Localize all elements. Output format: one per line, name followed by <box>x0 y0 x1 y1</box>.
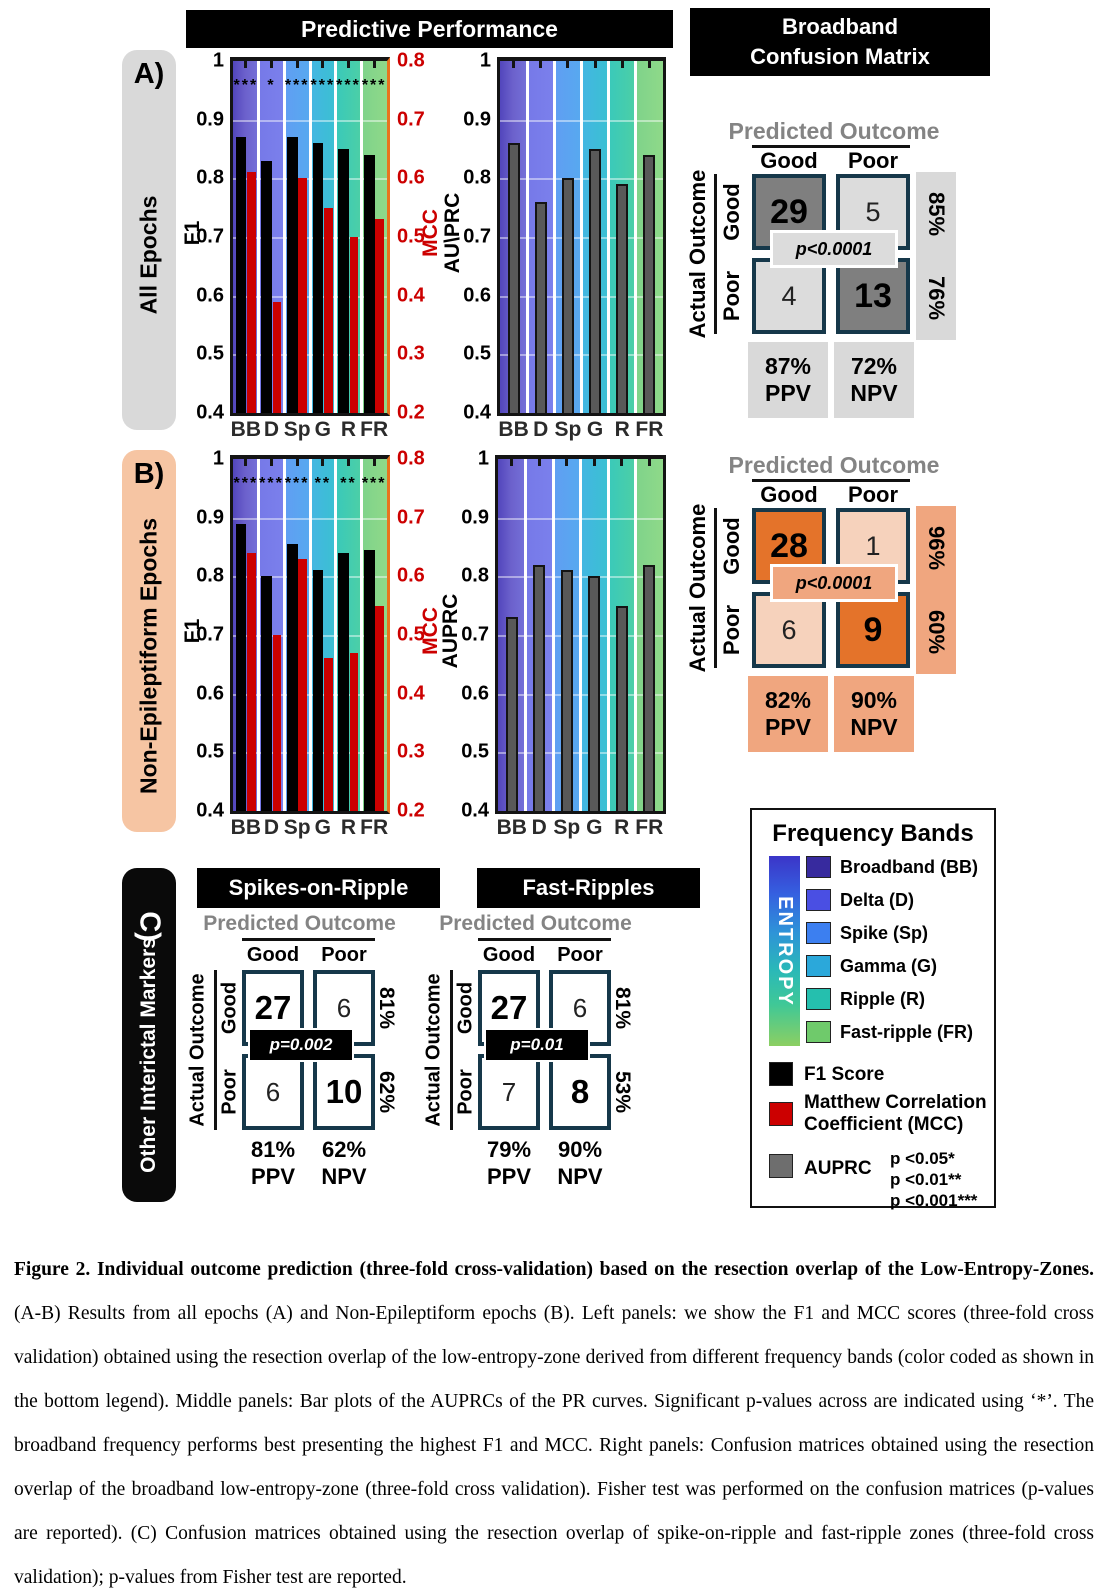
bar-f1-sp <box>287 137 298 413</box>
cell-false-positive: 6 <box>752 592 826 668</box>
confusion-matrix-spikes-on-ripple <box>186 908 407 1200</box>
npv: 62% NPV <box>321 1137 367 1189</box>
gridline <box>500 354 663 356</box>
cell-true-positive: 27 <box>242 970 304 1046</box>
y-tick-label: 1 <box>212 49 224 72</box>
y-tick-label-right: 0.2 <box>397 401 425 424</box>
y-tick-label: 0.8 <box>196 564 224 587</box>
y-tick-label: 0.9 <box>461 506 489 529</box>
significance-stars: *** <box>284 474 310 492</box>
y-tick-label: 0.6 <box>461 682 489 705</box>
legend-title: Frequency Bands <box>772 820 974 847</box>
confusion-matrix-broadband <box>685 118 980 418</box>
actual-outcome-underline <box>450 970 453 1130</box>
bar-auprc-g <box>588 576 600 811</box>
actual-outcome-label: Actual Outcome <box>685 169 710 339</box>
figure-caption <box>14 1248 1094 1589</box>
gamma-label: Gamma (G) <box>840 956 938 976</box>
predicted-outcome-label: Predicted Outcome <box>728 452 940 478</box>
y-tick-label: 1 <box>212 447 224 470</box>
p-value-badge: p<0.0001 <box>770 564 898 602</box>
bar-f1-g <box>313 570 324 811</box>
bar-f1-r <box>338 553 349 811</box>
y-tick-label: 0.4 <box>463 401 491 424</box>
axis-tick <box>270 459 273 466</box>
column-header-poor: Poor <box>847 482 899 507</box>
y-tick-label: 0.7 <box>463 225 491 248</box>
x-tick-label: D <box>263 816 280 839</box>
y-tick-label: 0.5 <box>463 342 491 365</box>
y-tick-label: 0.6 <box>196 284 224 307</box>
x-tick-label: BB <box>498 418 529 441</box>
significance-stars: *** <box>233 474 259 492</box>
gridline <box>498 694 663 696</box>
y-tick-label-right: 0.8 <box>397 49 425 72</box>
y-tick-label-right: 0.7 <box>397 108 425 131</box>
bar-f1-fr <box>364 550 375 811</box>
significance-stars: ** <box>340 474 357 492</box>
y-tick-label: 0.9 <box>463 108 491 131</box>
x-tick-label: G <box>586 418 604 441</box>
x-tick-label: R <box>614 418 630 441</box>
x-tick-label: Sp <box>283 418 311 441</box>
x-tick-label: D <box>263 418 280 441</box>
bar-mcc-sp <box>298 559 307 811</box>
axis-tick <box>539 61 542 68</box>
column-header-good: Good <box>760 482 818 507</box>
bar-mcc-fr <box>375 219 384 413</box>
significance-stars: *** <box>361 474 387 492</box>
column-header-poor: Poor <box>557 944 603 966</box>
axis-tick <box>593 459 596 466</box>
y-tick-label: 0.4 <box>196 401 224 424</box>
y-axis-label-mcc-a: MCC <box>419 209 442 257</box>
row2-accuracy-badge: 76% <box>916 256 956 340</box>
column-header-poor: Poor <box>321 944 367 966</box>
gridline <box>500 296 663 298</box>
axis-tick <box>321 459 324 466</box>
axis-tick <box>648 459 651 466</box>
significance-stars: *** <box>361 76 387 94</box>
auprc-label: AUPRC <box>804 1158 872 1179</box>
column-header-good: Good <box>246 944 300 966</box>
row2-accuracy-badge: 60% <box>916 590 956 674</box>
fast-ripple-label: Fast-ripple (FR) <box>840 1022 973 1042</box>
y-tick-label: 0.8 <box>196 166 224 189</box>
panel-a-strip <box>122 50 176 430</box>
row-header-good: Good <box>719 183 744 241</box>
x-tick-label: R <box>340 816 357 839</box>
gridline <box>500 237 663 239</box>
y-tick-label: 0.6 <box>196 682 224 705</box>
x-tick-label: FR <box>635 816 664 839</box>
bar-mcc-fr <box>375 606 384 811</box>
cell-false-positive: 6 <box>242 1054 304 1130</box>
y-tick-label: 0.5 <box>461 740 489 763</box>
panel-b-strip <box>122 450 176 832</box>
fast-ripple-swatch <box>806 1021 831 1043</box>
gridline <box>498 635 663 637</box>
y-tick-label: 0.7 <box>196 623 224 646</box>
bar-auprc-g <box>589 149 601 413</box>
row2-accuracy: 53% <box>611 1070 634 1114</box>
ppv-badge: 82% PPV <box>748 676 828 752</box>
row1-accuracy: 81% <box>375 986 398 1030</box>
cell-false-negative: 1 <box>836 508 910 584</box>
y-tick-label: 0.7 <box>196 225 224 248</box>
f1-mcc-chart-non-epileptiform <box>196 447 425 839</box>
f1-score-swatch <box>769 1062 793 1086</box>
confusion-matrix-fast-ripples <box>422 908 643 1200</box>
bar-mcc-r <box>350 653 359 811</box>
x-tick-label: R <box>614 816 630 839</box>
y-tick-label: 0.4 <box>196 799 224 822</box>
cell-false-negative: 5 <box>836 174 910 250</box>
actual-outcome-underline <box>214 970 217 1130</box>
spikes-on-ripple-title: Spikes-on-Ripple <box>197 868 440 908</box>
bar-auprc-bb <box>506 617 518 811</box>
npv-badge: 90% NPV <box>834 676 914 752</box>
row-header-poor: Poor <box>218 1069 241 1115</box>
p-value-badge: p<0.0001 <box>770 230 898 268</box>
gridline <box>233 120 387 122</box>
bar-auprc-fr <box>643 155 655 413</box>
y-tick-label-right: 0.4 <box>397 682 425 705</box>
mcc-swatch <box>769 1102 793 1126</box>
p-note-1: p <0.05* <box>890 1149 955 1168</box>
bar-auprc-d <box>533 565 545 811</box>
bar-mcc-g <box>324 208 333 413</box>
y-tick-label-right: 0.6 <box>397 564 425 587</box>
auprc-chart-all-epochs <box>463 49 666 441</box>
y-tick-label: 0.7 <box>461 623 489 646</box>
axis-tick <box>565 459 568 466</box>
row-header-good: Good <box>454 981 477 1035</box>
spike-label: Spike (Sp) <box>840 923 929 943</box>
significance-stars: *** <box>259 474 284 492</box>
y-tick-label-right: 0.4 <box>397 284 425 307</box>
column-header-poor: Poor <box>847 148 899 173</box>
bar-f1-fr <box>364 155 375 413</box>
axis-tick <box>270 61 273 68</box>
y-tick-label-right: 0.8 <box>397 447 425 470</box>
bar-f1-r <box>338 149 349 413</box>
row-header-poor: Poor <box>719 604 744 656</box>
broadband-swatch <box>806 856 831 878</box>
legend-box <box>750 808 996 1208</box>
significance-stars: *** <box>284 76 310 94</box>
cell-false-positive: 7 <box>478 1054 540 1130</box>
y-tick-label: 0.8 <box>461 564 489 587</box>
mcc-label-line2: Coefficient (MCC) <box>804 1114 964 1135</box>
axis-tick <box>347 459 350 466</box>
p-value-badge: p=0.01 <box>484 1028 590 1062</box>
npv: 90% NPV <box>557 1137 603 1189</box>
axis-tick <box>373 61 376 68</box>
y-tick-label-right: 0.3 <box>397 740 425 763</box>
cell-false-negative: 6 <box>549 970 611 1046</box>
axis-tick <box>347 61 350 68</box>
x-tick-label: FR <box>360 816 389 839</box>
row2-accuracy: 62% <box>375 1070 398 1114</box>
actual-outcome-underline <box>714 174 717 334</box>
bar-auprc-d <box>535 202 547 413</box>
predicted-outcome-underline <box>478 938 611 941</box>
x-tick-label: G <box>586 816 603 839</box>
cell-true-negative: 10 <box>313 1054 375 1130</box>
panel-a-label: A) <box>133 58 165 90</box>
gamma-swatch <box>806 955 831 977</box>
y-tick-label: 0.9 <box>196 108 224 131</box>
y-tick-label: 0.5 <box>196 740 224 763</box>
p-value-badge: p=0.002 <box>248 1028 354 1062</box>
predicted-outcome-underline <box>242 938 375 941</box>
row-header-poor: Poor <box>719 270 744 322</box>
panel-c-label: C) <box>133 911 166 942</box>
p-note-2: p <0.01** <box>890 1170 962 1189</box>
bar-f1-sp <box>287 544 298 811</box>
panel-b-label: B) <box>133 458 165 490</box>
axis-tick <box>510 459 513 466</box>
gridline <box>500 120 663 122</box>
caption-bold-lead: Figure 2. Individual outcome prediction (three-fold cross-validation) based on the resection overlap of the Low-Entropy-Zones. <box>14 1258 1094 1280</box>
delta-swatch <box>806 889 831 911</box>
axis-tick <box>512 61 515 68</box>
ppv: 79% PPV <box>486 1137 532 1189</box>
y-tick-label: 0.8 <box>463 166 491 189</box>
bar-mcc-r <box>350 237 359 413</box>
cell-true-negative: 9 <box>836 592 910 668</box>
x-tick-label: BB <box>230 816 261 839</box>
spike-swatch <box>806 922 831 944</box>
bar-mcc-sp <box>298 178 307 413</box>
actual-outcome-label: Actual Outcome <box>186 973 209 1127</box>
row-header-good: Good <box>719 517 744 575</box>
predicted-outcome-label: Predicted Outcome <box>728 118 940 144</box>
row1-accuracy-badge: 96% <box>916 506 956 590</box>
row1-accuracy: 81% <box>611 986 634 1030</box>
actual-outcome-underline <box>714 508 717 668</box>
y-tick-label-right: 0.2 <box>397 799 425 822</box>
bar-auprc-sp <box>562 178 574 413</box>
bar-mcc-bb <box>247 172 256 413</box>
significance-stars: *** <box>233 76 259 94</box>
predictive-performance-title: Predictive Performance <box>186 10 673 48</box>
x-tick-label: Sp <box>553 816 581 839</box>
y-tick-label-right: 0.3 <box>397 342 425 365</box>
cell-true-positive: 29 <box>752 174 826 250</box>
x-tick-label: BB <box>496 816 527 839</box>
x-tick-label: BB <box>230 418 261 441</box>
y-axis-label-auprc-b: AUPRC <box>439 593 462 669</box>
x-tick-label: G <box>314 816 331 839</box>
bar-f1-bb <box>236 524 247 811</box>
ripple-swatch <box>806 988 831 1010</box>
fast-ripples-title: Fast-Ripples <box>477 868 700 908</box>
cell-true-positive: 28 <box>752 508 826 584</box>
column-header-good: Good <box>760 148 818 173</box>
bar-auprc-r <box>616 606 628 811</box>
x-tick-label: D <box>533 418 549 441</box>
predicted-outcome-label: Predicted Outcome <box>203 912 396 935</box>
y-tick-label: 1 <box>479 49 491 72</box>
y-tick-label-right: 0.6 <box>397 166 425 189</box>
f1-score-label: F1 Score <box>804 1064 885 1085</box>
x-tick-label: FR <box>360 418 389 441</box>
bar-f1-bb <box>236 137 247 413</box>
p-value-key <box>890 1148 977 1211</box>
ppv: 81% PPV <box>250 1137 296 1189</box>
y-tick-label: 0.6 <box>463 284 491 307</box>
significance-stars: * <box>267 76 276 94</box>
bar-auprc-r <box>616 184 628 413</box>
panel-b-strip-label: Non-Epileptiform Epochs <box>135 518 162 795</box>
y-axis-label-mcc-b: MCC <box>419 607 442 655</box>
gridline <box>498 576 663 578</box>
panel-a-strip-label: All Epochs <box>135 195 162 315</box>
panel-c-strip <box>122 868 176 1202</box>
axis-tick <box>373 459 376 466</box>
bar-f1-d <box>261 576 272 811</box>
gridline <box>233 518 387 520</box>
bar-mcc-bb <box>247 553 256 811</box>
row-header-poor: Poor <box>454 1069 477 1115</box>
broadband-confusion-matrix-title <box>690 8 990 76</box>
panel-c-strip-label: Other Interictal Markers <box>137 937 160 1173</box>
f1-mcc-chart-all-epochs <box>196 49 425 441</box>
bar-f1-g <box>313 143 324 413</box>
y-axis-label-f1-a: F1 <box>181 220 204 246</box>
ppv-badge: 87% PPV <box>748 342 828 418</box>
predicted-outcome-label: Predicted Outcome <box>439 912 632 935</box>
row-header-good: Good <box>218 981 241 1035</box>
ripple-label: Ripple (R) <box>840 989 925 1009</box>
bar-f1-d <box>261 161 272 413</box>
npv-badge: 72% NPV <box>834 342 914 418</box>
entropy-colorbar <box>769 856 800 1046</box>
actual-outcome-label: Actual Outcome <box>685 503 710 673</box>
significance-stars: *** <box>310 76 336 94</box>
y-tick-label: 0.9 <box>196 506 224 529</box>
axis-tick <box>296 61 299 68</box>
delta-label: Delta (D) <box>840 890 915 910</box>
y-tick-label: 1 <box>477 447 489 470</box>
row1-accuracy-badge: 85% <box>916 172 956 256</box>
axis-tick <box>244 459 247 466</box>
cell-true-positive: 27 <box>478 970 540 1046</box>
auprc-swatch <box>769 1154 793 1178</box>
axis-tick <box>296 459 299 466</box>
actual-outcome-label: Actual Outcome <box>422 973 445 1127</box>
caption-body: (A-B) Results from all epochs (A) and Non-Epileptiform epochs (B). Left panels: we show the F1 and MCC scores (three-fold cross validation) obtained using the resection overlap of the low-entropy-zone derived from different frequency bands (color coded as shown in the bottom legend). Middle panels: Bar plots of the AUPRCs of the PR curves. Significant p-values across are indicated using ‘*’. The broadband frequency performs best presenting the highest F1 and MCC. Right panels: Confusion matrices obtained using the resection overlap of the broadband low-entropy-zone (three-fold cross validation). Fisher test was performed on the confusion matrices (p-values are reported). (C) Confusion matrices obtained using the resection overlap of spike-on-ripple and fast-ripple zones (three-fold cross validation); p-values from Fisher test are reported. <box>14 1302 1094 1588</box>
axis-tick <box>621 61 624 68</box>
cell-true-negative: 13 <box>836 258 910 334</box>
y-axis-label-auprc-a: AU\PRC <box>441 192 464 274</box>
x-tick-label: R <box>340 418 357 441</box>
axis-tick <box>620 459 623 466</box>
axis-tick <box>566 61 569 68</box>
y-axis-label-f1-b: F1 <box>181 618 204 644</box>
x-tick-label: FR <box>635 418 664 441</box>
y-tick-label-right: 0.5 <box>397 623 425 646</box>
gridline <box>498 518 663 520</box>
axis-tick <box>594 61 597 68</box>
broadband-title-line2: Confusion Matrix <box>750 44 930 69</box>
y-tick-label-right: 0.5 <box>397 225 425 248</box>
bar-auprc-fr <box>643 565 655 811</box>
significance-stars: ** <box>314 474 332 492</box>
bar-auprc-bb <box>508 143 520 413</box>
axis-tick <box>244 61 247 68</box>
bar-auprc-sp <box>561 570 573 811</box>
x-tick-label: G <box>314 418 331 441</box>
gridline <box>498 752 663 754</box>
x-tick-label: D <box>531 816 547 839</box>
column-header-good: Good <box>482 944 536 966</box>
confusion-matrix-non-epileptiform <box>685 452 980 752</box>
cell-false-positive: 4 <box>752 258 826 334</box>
cell-false-negative: 6 <box>313 970 375 1046</box>
axis-tick <box>648 61 651 68</box>
y-tick-label-right: 0.7 <box>397 506 425 529</box>
auprc-chart-non-epileptiform <box>461 447 666 839</box>
entropy-label: ENTROPY <box>774 895 796 1007</box>
p-note-3: p <0.001*** <box>890 1191 978 1210</box>
axis-tick <box>321 61 324 68</box>
bar-mcc-g <box>324 658 333 811</box>
x-tick-label: Sp <box>554 418 582 441</box>
broadband-title-line1: Broadband <box>781 14 899 39</box>
x-tick-label: Sp <box>283 816 311 839</box>
axis-tick <box>538 459 541 466</box>
gridline <box>500 178 663 180</box>
mcc-label-line1: Matthew Correlation <box>804 1092 987 1113</box>
bar-mcc-d <box>273 302 282 413</box>
bar-mcc-d <box>273 635 282 811</box>
y-tick-label: 0.5 <box>196 342 224 365</box>
broadband-label: Broadband (BB) <box>840 857 978 877</box>
cell-true-negative: 8 <box>549 1054 611 1130</box>
y-tick-label: 0.4 <box>461 799 489 822</box>
significance-stars: *** <box>336 76 361 94</box>
